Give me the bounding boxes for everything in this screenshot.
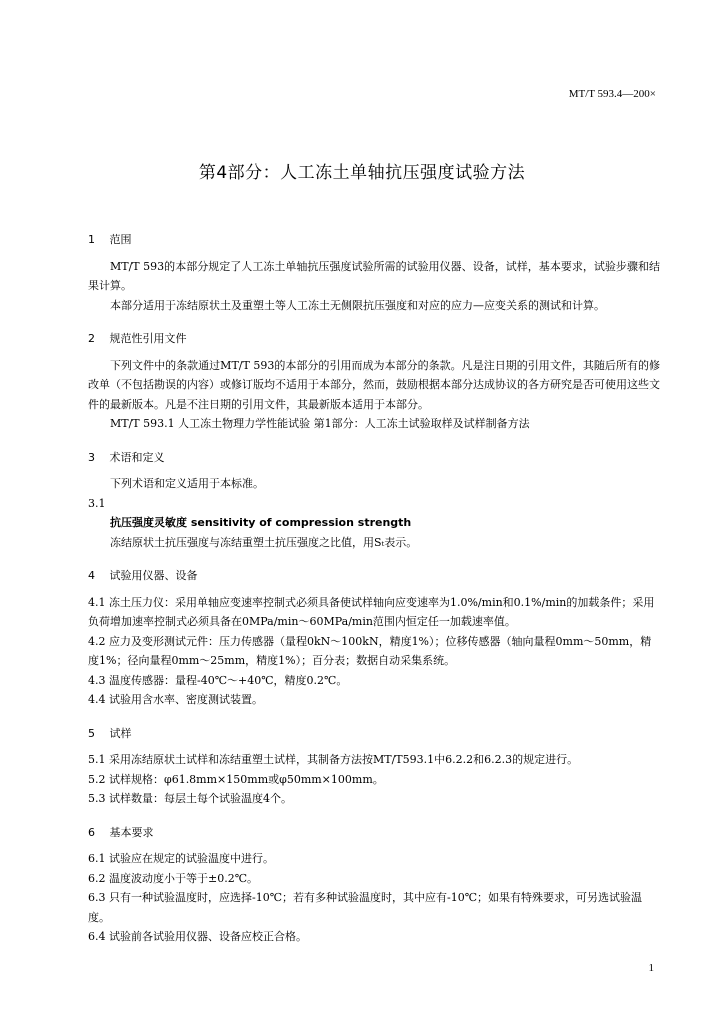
normative-reference: MT/T 593.1 人工冻土物理力学性能试验 第1部分：人工冻土试验取样及试样制备方法 [110,417,530,430]
clause: 4.3 温度传感器：量程-40℃～+40℃，精度0.2℃。 [88,673,348,687]
section-number: 6 [88,825,95,839]
paragraph: 本部分适用于冻结原状土及重塑土等人工冻土无侧限抗压强度和对应的应力—应变关系的测试和计算。 [110,298,605,312]
clause: 5.2 试样规格：φ61.8mm×150mm或φ50mm×100mm。 [88,772,384,786]
clause: 6.3 只有一种试验温度时，应选择-10℃；若有多种试验温度时，其中应有-10℃；如果有特殊要求，可另选试验温度。 [88,891,643,924]
term-definition: 冻结原状土抗压强度与冻结重塑土抗压强度之比值，用Sₜ表示。 [110,535,418,549]
clause: 4.1 冻土压力仪：采用单轴应变速率控制式必须具备使试样轴向应变速率为1.0%/min和0.1%/min的加载条件；采用负荷增加速率控制式必须具备在0MPa/min～60MPa/min范围内恒定任一加载速率值。 [88,595,655,628]
term-number: 3.1 [88,496,106,510]
section-2-heading [88,329,660,349]
clause: 6.4 试验前各试验用仪器、设备应校正合格。 [88,930,307,943]
section-6-heading [88,823,660,843]
section-number: 4 [88,569,95,582]
paragraph: 下列术语和定义适用于本标准。 [110,477,264,490]
clause: 4.4 试验用含水率、密度测试装置。 [88,693,263,706]
section-title: 试样 [109,726,132,740]
standard-code: MT/T 593.4—200× [568,88,656,100]
section-3-heading [88,448,660,468]
term-name: 抗压强度灵敏度 sensitivity of compression strength [110,516,412,529]
section-number: 2 [88,332,95,345]
page-number: 1 [648,962,654,974]
paragraph: 下列文件中的条款通过MT/T 593的本部分的引用而成为本部分的条款。凡是注日期的引用文件，其随后所有的修改单（不包括勘误的内容）或修订版均不适用于本部分，然而，鼓励根据本部分达成协议的各方研究是否可使用这些文件的最新版本。凡是不注日期的引用文件，其最新版本适用于本部分。 [88,358,660,411]
document-title: 第4部分：人工冻土单轴抗压强度试验方法 [198,163,526,183]
section-5-heading [88,724,660,744]
section-4-heading [88,566,660,586]
document-body [88,220,660,947]
clause: 4.2 应力及变形测试元件：压力传感器（量程0kN～100kN，精度1%）；位移传感器（轴向量程0mm～50mm，精度1%；径向量程0mm～25mm，精度1%）；百分表；数据自动采集系统。 [88,634,652,667]
section-title: 规范性引用文件 [109,332,187,345]
section-title: 基本要求 [109,825,154,839]
section-number: 1 [88,233,95,246]
section-title: 术语和定义 [109,450,165,464]
clause: 5.1 采用冻结原状土试样和冻结重塑土试样，其制备方法按MT/T593.1中6.2.2和6.2.3的规定进行。 [88,753,579,766]
section-number: 3 [88,450,95,464]
paragraph: MT/T 593的本部分规定了人工冻土单轴抗压强度试验所需的试验用仪器、设备，试样，基本要求，试验步骤和结果计算。 [88,259,660,292]
clause: 6.2 温度波动度小于等于±0.2℃。 [88,871,259,885]
section-number: 5 [88,726,95,740]
clause: 6.1 试验应在规定的试验温度中进行。 [88,852,274,865]
clause: 5.3 试样数量：每层土每个试验温度4个。 [88,792,292,805]
section-title: 范围 [109,233,132,246]
section-1-heading [88,230,660,250]
section-title: 试验用仪器、设备 [109,569,198,582]
